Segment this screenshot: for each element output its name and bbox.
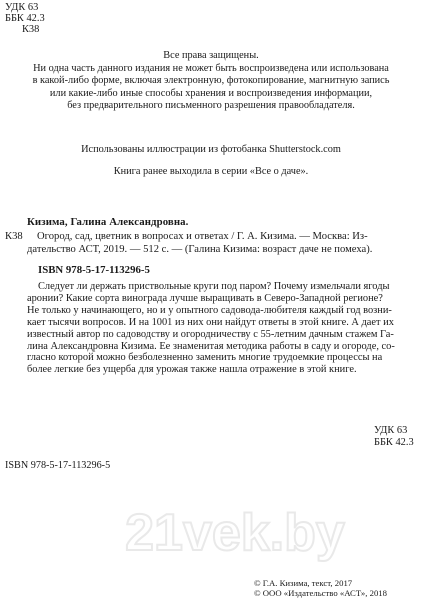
author-mark: К38	[22, 24, 40, 36]
watermark-logo	[120, 502, 350, 562]
rights-line: Все права защищены.	[163, 50, 259, 61]
rights-line: Ни одна часть данного издания не может быть воспроизведена или использована	[33, 62, 389, 74]
isbn-bottom: ISBN 978-5-17-113296-5	[5, 460, 111, 471]
rights-line: в какой-либо форме, включая электронную, фотокопирование, магнитную запись	[32, 75, 390, 87]
bbk-code: ББК 42.3	[5, 13, 45, 25]
copyright-block	[254, 579, 387, 599]
catalog-mark: К38	[5, 231, 23, 242]
copyright-author: © Г.А. Кизима, текст, 2017	[254, 578, 353, 588]
annotation-line: аронии? Какие сорта винограда лучше выращивать в Северо-Западной регионе?	[27, 292, 383, 304]
udk-code: УДК 63	[374, 425, 408, 436]
catalog-entry-line: Огород, сад, цветник в вопросах и ответах / Г. А. Кизима. — Москва: Из-	[37, 231, 368, 242]
bbk-code: ББК 42.3	[374, 436, 414, 448]
previous-series-note: Книга ранее выходила в серии «Все о даче».	[113, 166, 309, 177]
rights-line: или какие-либо иные способы хранения и воспроизведения информации,	[49, 87, 373, 99]
annotation-line: известный автор по садоводству и огородничеству с 55-летним дачным стажем Га-	[27, 328, 394, 340]
annotation-paragraph	[27, 281, 395, 376]
svg-text:21vek.by: 21vek.by	[125, 504, 345, 562]
illustrations-credit: Использованы иллюстрации из фотобанка Shutterstock.com	[81, 144, 341, 155]
catalog-entry-line: дательство АСТ, 2019. — 512 с. — (Галина Кизима: возраст даче не помеха).	[27, 244, 373, 256]
catalog-isbn: ISBN 978-5-17-113296-5	[38, 264, 150, 276]
top-classification-codes	[5, 2, 45, 36]
catalog-author: Кизима, Галина Александровна.	[27, 216, 189, 228]
rights-notice	[0, 50, 422, 113]
right-classification-codes	[374, 425, 414, 448]
annotation-line: лина Александровна Кизима. Ее знаменитая методика работы в саду и огороде, со-	[27, 340, 395, 352]
catalog-entry	[27, 230, 372, 256]
annotation-line: более легкие без ущерба для урожая также нашла отражение в этой книге.	[27, 364, 357, 376]
annotation-line: гласно которой можно безболезненно заменить многие трудоемкие процессы на	[27, 352, 383, 364]
copyright-publisher: © ООО «Издательство «АСТ», 2018	[254, 587, 387, 598]
annotation-line: кает тысячи вопросов. И на 1001 из них они найдут ответы в этой книге. А дает их	[27, 316, 394, 328]
annotation-line: Не только у начинающего, но и у опытного садовода-любителя каждый год возни-	[27, 304, 392, 316]
udk-code: УДК 63	[5, 2, 39, 13]
annotation-line: Следует ли держать приствольные круги под паром? Почему измельчали ягоды	[38, 281, 390, 292]
rights-line: без предварительного письменного разрешения правообладателя.	[67, 100, 355, 112]
